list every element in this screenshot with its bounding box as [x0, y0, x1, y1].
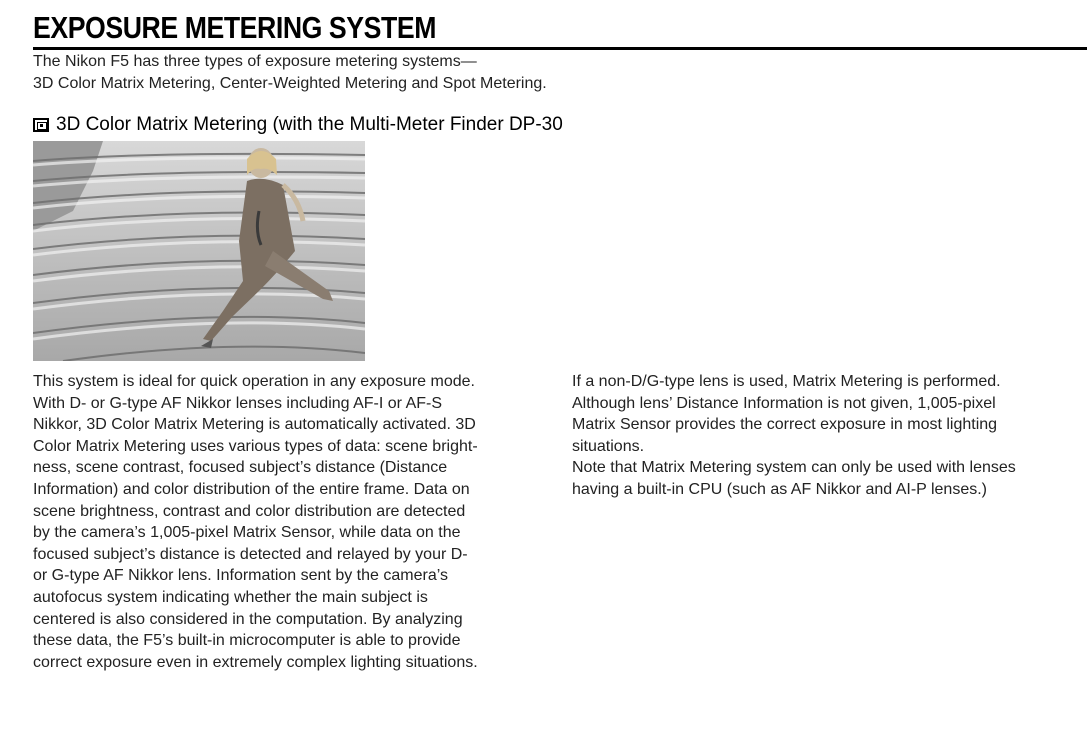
body-line: scene brightness, contrast and color distribution are detected	[33, 502, 466, 520]
section-heading	[33, 112, 563, 138]
body-line: Note that Matrix Metering system can only be used with lenses	[572, 459, 1016, 477]
body-line: focused subject’s distance is detected and relayed by your D-	[33, 545, 468, 563]
body-line: If a non-D/G-type lens is used, Matrix Metering is performed.	[572, 373, 1001, 390]
body-line: Color Matrix Metering uses various types of data: scene bright-	[33, 437, 478, 455]
body-line: by the camera’s 1,005-pixel Matrix Sensor, while data on the	[33, 524, 461, 542]
body-line: having a built-in CPU (such as AF Nikkor and AI-P lenses.)	[572, 480, 987, 498]
woman-on-steps-photo	[33, 141, 365, 361]
intro-line: 3D Color Matrix Metering, Center-Weighted Metering and Spot Metering.	[33, 75, 547, 92]
page-title: EXPOSURE METERING SYSTEM	[33, 10, 436, 45]
body-line: Nikkor, 3D Color Matrix Metering is automatically activated. 3D	[33, 416, 476, 434]
body-line: these data, the F5’s built-in microcomputer is able to provide	[33, 632, 461, 650]
body-line: correct exposure even in extremely complex lighting situations.	[33, 653, 478, 671]
body-line: situations.	[572, 437, 645, 455]
body-line: autofocus system indicating whether the main subject is	[33, 588, 428, 606]
body-line: Information) and color distribution of the entire frame. Data on	[33, 480, 470, 498]
body-line: Matrix Sensor provides the correct exposure in most lighting	[572, 416, 998, 434]
title-rule	[33, 47, 1087, 50]
right-column-text	[572, 371, 1082, 501]
body-line: This system is ideal for quick operation in any exposure mode.	[33, 373, 475, 390]
body-line: ness, scene contrast, focused subject’s distance (Distance	[33, 459, 448, 477]
body-line: Although lens’ Distance Information is not given, 1,005-pixel	[572, 394, 996, 412]
matrix-metering-icon	[33, 118, 49, 132]
left-column-text	[33, 371, 543, 673]
intro-line: The Nikon F5 has three types of exposure metering systems—	[33, 53, 477, 70]
intro-paragraph	[33, 51, 733, 95]
body-line: With D- or G-type AF Nikkor lenses including AF-I or AF-S	[33, 394, 443, 412]
body-line: centered is also considered in the computation. By analyzing	[33, 610, 463, 628]
section-heading-text: 3D Color Matrix Metering (with the Multi-Meter Finder DP-30	[56, 114, 563, 135]
body-line: or G-type AF Nikkor lens. Information sent by the camera’s	[33, 567, 448, 585]
photo-illustration	[33, 141, 365, 361]
